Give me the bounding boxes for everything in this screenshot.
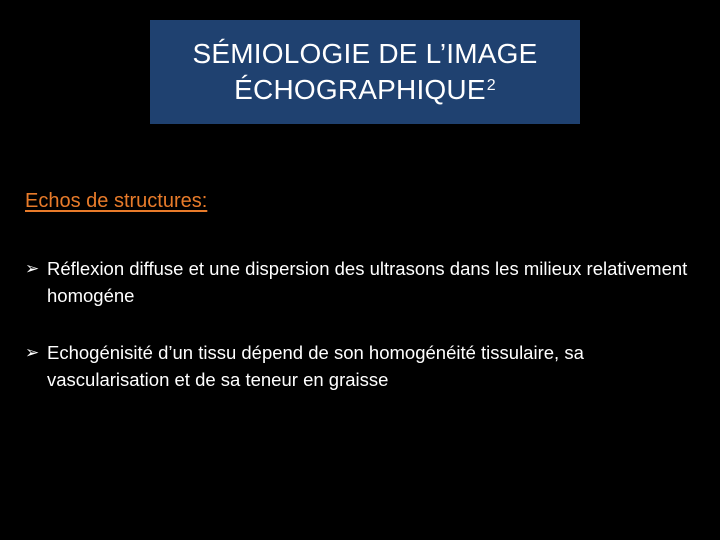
bullet-item — [25, 339, 695, 393]
bullet-list — [25, 255, 695, 423]
arrow-bullet-icon: ➢ — [25, 259, 40, 278]
slide-title-line-2 — [234, 72, 496, 108]
bullet-item — [25, 255, 695, 309]
slide-title-line-1: SÉMIOLOGIE DE L’IMAGE — [192, 38, 538, 69]
bullet-text: Echogénisité d’un tissu dépend de son homogénéité tissulaire, sa vascularisation et de sa teneur en graisse — [47, 342, 584, 390]
title-box — [150, 20, 580, 124]
bullet-text: Réflexion diffuse et une dispersion des ultrasons dans les milieux relativement homogéne — [47, 258, 688, 306]
title-superscript: 2 — [486, 77, 496, 94]
arrow-bullet-icon: ➢ — [25, 343, 40, 362]
section-heading: Echos de structures: — [25, 190, 208, 212]
slide-title-line-2-text: ÉCHOGRAPHIQUE — [234, 74, 486, 105]
